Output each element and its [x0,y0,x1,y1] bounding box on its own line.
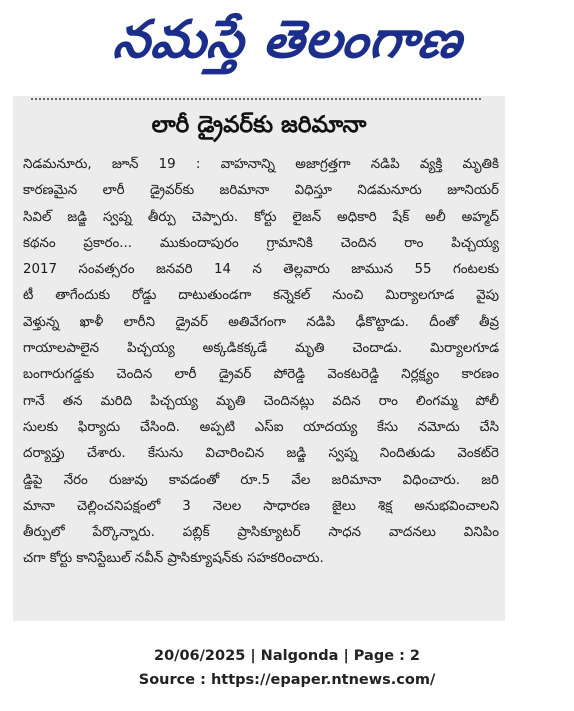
article-line: కథనం ప్రకారం... ముకుందాపురం గ్రామానికి చెందిన రాం పిచ్చయ్య [23,235,499,251]
article-line: టీ తాగేందుకు రోడ్డు దాటుతుండగా కన్నెకల్ నుంచి మిర్యాలగూడ వైపు [23,288,499,304]
article-line: బంగారుగడ్డకు చెందిన లారీ డ్రైవర్ పోరెడ్డి వెంకటరెడ్డి నిర్లక్ష్యం కారణం [23,367,499,383]
article-line: తీర్పులో పేర్కొన్నారు. పబ్లిక్ ప్రాసిక్యూటర్ సాధన వాదనలు వినిపిం [23,525,499,541]
article-clipping [13,96,505,621]
clipping-cut-edge [31,98,481,104]
article-line: సులకు ఫిర్యాదు చేసింది. అప్పటి ఎస్ఐ యాదయ్య కేసు నమోదు చేసి [23,419,499,435]
edition-info: 20/06/2025 | Nalgonda | Page : 2 [153,648,421,664]
article-line: సివిల్ జడ్జి స్వప్న తీర్పు చెప్పారు. కోర్టు లైజన్ అధికారి షేక్ అలీ అహ్మద్ [23,209,499,225]
article-line: డ్డిపై నేరం రుజువు కావడంతో రూ.5 వేల జరిమానా విధించారు. జరి [23,472,499,488]
newspaper-masthead [0,0,574,92]
article-line: 2017 సంవత్సరం జనవరి 14 న తెల్లవారు జామున 55 గంటలకు [23,262,499,278]
article-line: కారణమైన లారీ డ్రైవర్‌కు జరిమానా విధిస్తూ నిడమనూరు జూనియర్ [23,183,499,199]
article-headline: లారీ డ్రైవర్‌కు జరిమానా [151,112,367,138]
article-line: మానా చెల్లించనిపక్షంలో 3 నెలల సాధారణ జైలు శిక్ష అనుభవించాలని [23,498,499,514]
article-body [23,152,499,573]
article-line: దర్యాప్తు చేశారు. కేసును విచారించిన జడ్జి స్వప్న నిందితుడు వెంకట్‌రె [23,446,499,462]
article-line: వెళ్తున్న ఖాళీ లారీని డ్రైవర్ అతివేగంగా నడిపి ఢీకొట్టాడు. దీంతో తీవ్ర [23,314,499,330]
article-line: చగా కోర్టు కానిస్టేబుల్ నవీన్ ప్రాసిక్యూషన్‌కు సహకరించారు. [23,551,324,567]
masthead-logo: నమస్తే తెలంగాణ [110,9,466,70]
article-line: నిడమనూరు, జూన్ 19 : వాహనాన్ని అజాగ్రత్తగా నడిపి వ్యక్తి మృతికి [23,157,499,172]
source-link[interactable]: Source : https://epaper.ntnews.com/ [138,672,436,688]
article-line: గానే తన మరిది పిచ్చయ్య మృతి చెందినట్లు వదిన రాం లింగమ్మ పోలీ [23,393,499,409]
article-line: గాయాలపాలైన పిచ్చయ్య అక్కడికక్కడే మృతి చెందాడు. మిర్యాలగూడ [23,341,499,357]
